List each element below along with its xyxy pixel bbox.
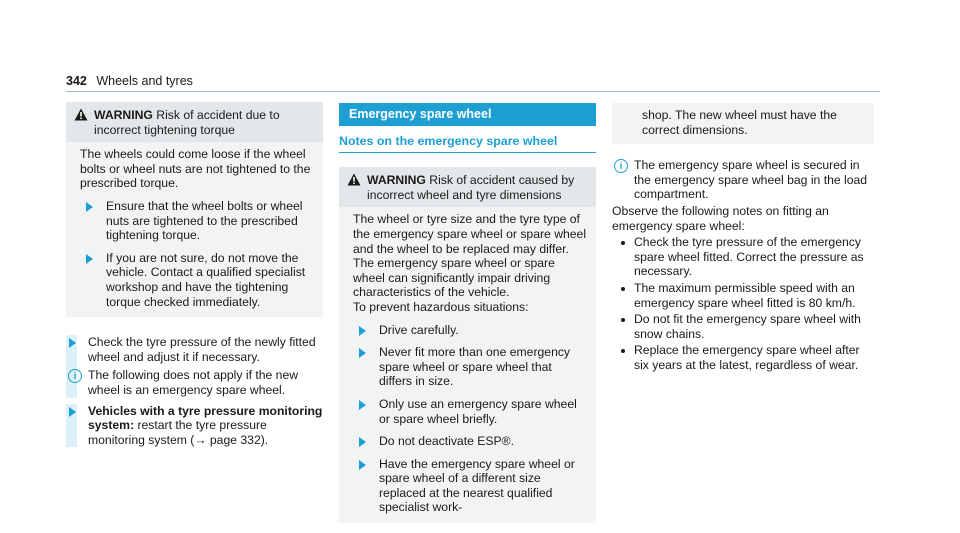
warning-label: WARNING	[94, 108, 153, 122]
page-header	[66, 74, 193, 88]
warning-step-text: Drive carefully.	[379, 322, 459, 337]
warning-text: The wheels could come loose if the wheel bolts or wheel nuts are not tightened to the prescribed torque.	[80, 147, 311, 191]
warning-body	[66, 142, 323, 317]
warning-step-text: Only use an emergency spare wheel or spare wheel briefly.	[379, 396, 577, 426]
step-arrow-icon	[86, 202, 93, 212]
info-icon: i	[614, 159, 628, 173]
warning-box-dimensions	[339, 167, 596, 523]
info-icon: i	[68, 369, 82, 383]
warning-triangle-icon	[347, 173, 361, 186]
warning-step-text: Have the emergency spare wheel or spare wheel of a different size replaced at the nearest qualified specialist work-	[379, 456, 575, 515]
warning-step-text: Never fit more than one emergency spare wheel or spare wheel that differs in size.	[379, 345, 571, 389]
warning-text: The wheel or tyre size and the tyre type of the emergency spare wheel or spare wheel and the wheel to be replaced may differ. The emergency spare wheel or spare wheel can significantly impair driving characteristics of the vehicle.	[353, 212, 587, 300]
step-arrow-icon	[359, 437, 366, 447]
warning-intro: To prevent hazardous situations:	[353, 299, 529, 314]
sub-title: Notes on the emergency spare wheel	[339, 126, 596, 154]
column-middle	[339, 103, 596, 523]
step-arrow-icon	[86, 254, 93, 264]
step-text	[88, 404, 323, 448]
list-item: The maximum permissible speed with an emergency spare wheel fitted is 80 km/h.	[612, 281, 874, 310]
fitting-notes-list	[612, 235, 874, 372]
fitting-intro: Observe the following notes on fitting an emergency spare wheel:	[612, 203, 829, 233]
warning-step	[353, 397, 588, 426]
column-right	[612, 103, 874, 375]
section-title: Emergency spare wheel	[339, 103, 596, 126]
warning-box-continued	[612, 103, 874, 144]
warning-step-text: Ensure that the wheel bolts or wheel nuts are tightened to the prescribed tightening torque.	[106, 198, 303, 243]
step-arrow-icon	[359, 400, 366, 410]
warning-step	[80, 251, 315, 309]
warning-header	[339, 167, 596, 207]
warning-step-text: If you are not sure, do not move the vehicle. Contact a qualified specialist workshop and have the tightening torque checked immediately.	[106, 250, 306, 309]
step-arrow-icon	[359, 460, 366, 470]
step-text: Check the tyre pressure of the newly fitted wheel and adjust it if necessary.	[88, 335, 316, 364]
warning-continued-text: shop. The new wheel must have the correct dimensions.	[642, 108, 837, 137]
step-bold-text: Vehicles with a tyre pressure monitoring system:	[88, 403, 323, 433]
warning-step	[80, 199, 315, 243]
list-item: Replace the emergency spare wheel after six years at the latest, regardless of wear.	[612, 343, 874, 372]
list-item: Check the tyre pressure of the emergency spare wheel fitted. Correct the pressure as necessary.	[612, 235, 874, 279]
step-rest-text: restart the tyre pressure monitoring system (→ page 332).	[88, 418, 269, 447]
warning-step	[353, 345, 588, 389]
step-arrow-icon	[69, 407, 76, 417]
warning-body	[339, 207, 596, 523]
warning-step	[353, 323, 588, 338]
warning-header	[66, 102, 323, 142]
warning-box-torque	[66, 102, 323, 317]
info-note	[66, 368, 323, 397]
warning-title: Risk of accident caused by incorrect wheel and tyre dimensions	[367, 173, 575, 202]
info-note	[612, 158, 874, 202]
warning-step-text: Do not deactivate ESP®.	[379, 434, 514, 449]
warning-step	[353, 434, 588, 449]
header-rule	[66, 91, 880, 92]
list-item: Do not fit the emergency spare wheel with snow chains.	[612, 312, 874, 341]
warning-label: WARNING	[367, 173, 426, 188]
step-arrow-icon	[359, 326, 366, 336]
warning-title: Risk of accident due to incorrect tightening torque	[94, 108, 280, 137]
column-left	[66, 102, 323, 447]
section-name: Wheels and tyres	[96, 74, 193, 88]
note-text: The emergency spare wheel is secured in the emergency spare wheel bag in the load compartment.	[634, 158, 868, 202]
note-text: The following does not apply if the new wheel is an emergency spare wheel.	[88, 368, 299, 397]
instruction-step	[66, 404, 323, 448]
warning-step	[353, 457, 588, 515]
warning-triangle-icon	[74, 108, 88, 121]
instruction-step	[66, 335, 323, 397]
step-arrow-icon	[359, 348, 366, 358]
step-arrow-icon	[69, 338, 76, 348]
page-number: 342	[66, 74, 87, 88]
